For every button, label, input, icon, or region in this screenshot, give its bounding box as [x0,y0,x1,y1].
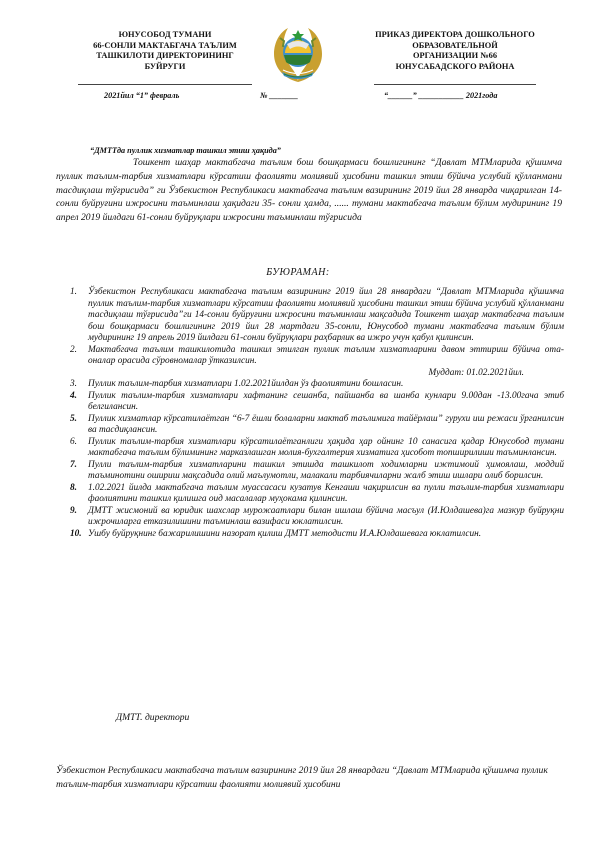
order-item-deadline: Муддат: 01.02.2021йил. [428,367,524,378]
order-item-number: 8. [70,482,77,493]
order-item [62,529,564,541]
header-right-block [356,30,554,85]
order-item [62,460,564,483]
header-right-underline [374,74,536,85]
order-item-text: Пуллик хизматлар кўрсатилаётган “6-7 ёшли болаларни мактаб таълимига тайёрлаш” гурухи иш режаси ўрганилсин ва тасдиқлансин. [88,413,564,435]
order-item-number: 9. [70,505,77,516]
order-item-number: 5. [70,413,77,424]
order-item-number: 7. [70,459,77,470]
order-date-left: 2021йил “1” февраль [104,91,180,100]
order-item-text: Ушбу буйруқнинг бажарилишини назорат қилиш ДМТТ методисти И.А.Юлдашевага юклатилсин. [88,528,482,539]
order-subject: “ДМТТда пуллик хизматлар ташкил этиш ҳақида” [90,146,281,155]
header-left-line3: ТАШКИЛОТИ ДИРЕКТОРИНИНГ [96,51,234,61]
order-date-right: “______” ___________ 2021года [384,91,498,100]
header-right-line3: ОРГАНИЗАЦИИ №66 [412,51,498,61]
header-left-block [60,30,270,85]
order-heading: БУЮРАМАН: [266,267,330,278]
order-item [62,287,564,345]
header-right-line1: ПРИКАЗ ДИРЕКТОРА ДОШКОЛЬНОГО [375,30,535,39]
preamble-paragraph [56,156,562,225]
order-item [62,483,564,506]
order-item-number: 4. [70,390,77,401]
order-item-text: Пулли таълим-тарбия хизматларини ташкил этишда ташкилот ходимларни ижтимоий ҳимоялаш, моддий таъминотини ошириш мақсадида олий маълумотли, малакали тарбиячиларни жалб этиш ишлари олиб борилсин. [88,459,564,481]
order-item-text: 1.02.2021 йилда мактабгача таълим муассасаси кузатув Кенгаши чақирилсин ва пулли таълим-тарбия хизматлари фаолиятини ташкил қилишга оид масалалар муҳокама қилинсин. [88,482,564,504]
header-left-line4: БУЙРУГИ [144,61,186,71]
orders-list [62,287,564,540]
order-item [62,379,564,391]
header-left-line1: ЮНУСОБОД ТУМАНИ [118,30,212,39]
order-item-number: 3. [70,379,77,389]
order-item-text: Ўзбекистон Республикаси мактабгача таълим вазирининг 2019 йил 28 январдаги “Давлат МТМларида қўшимча пуллик таълим-тарбия хизматлари кўрсатиш фаолияти молиявий ҳисобини ташкил этиш бўйича услубий қўлланмани тасдиқлаш тўғрисида”ги 14-сонли буйруғини ижросини таъминлаш мақсадида Тошкент шаҳар мактабгача таълим бош бошқармаси бошлигининг 2019 йил 28 мартдаги 35-сонли, Юнусобод тумани мактабгача таълим бўлим мудирининг 19 апрель 2019 йилдаги 61-сонли буйруқлари раҳбарлик ва ижро учун қабул қилинсин. [88,287,564,343]
order-item-number: 1. [70,287,77,297]
header-right-line4: ЮНУСАБАДСКОГО РАЙОНА [395,61,515,71]
order-item-text: Пуллик таълим-тарбия хизматлари хафтанинг сешанба, пайшанба ва шанба кунлари 9.00дан -13.00гача этиб белгилансин. [88,390,564,412]
order-item-number: 2. [70,344,77,355]
header-left-line2: 66-СОНЛИ МАКТАБГАЧА ТАЪЛИМ [93,40,237,50]
uzbekistan-emblem-icon [268,22,328,86]
order-item-number: 10. [70,528,82,539]
order-item-text: ДМТТ жисмоний ва юридик шахслар мурожаатлари билан ишлаш бўйича масъул (И.Юлдашева)га мазкур буйруқни ижрочиларга етказилишини таъминлаш вазифаси юклатилсин. [88,505,564,527]
order-item-text: Пуллик таълим-тарбия хизматлари кўрсатилаётганлиги ҳақида ҳар ойнинг 10 санасига қадар Юнусобод тумани мактабгача таълим бўлимининг марказлашган молия-бухгалтерия хизматига ҳисобот топширилиши таъминлансин. [88,436,564,458]
order-item-text: Пуллик таълим-тарбия хизматлари 1.02.2021йилдан ўз фаолиятини бошласин. [88,379,404,389]
preamble-text: Тошкент шаҳар мактабгача таълим бош бошқармаси бошлигининг “Давлат МТМларида қўшимча пуллик таълим-тарбия хизматлари кўрсатиш фаолияти молиявий ҳисобини ташкил этиш бўйича услубий қўлланмани тасдиқлаш тўғрисида” ги Ўзбекистон Республикаси мактабгача таълим вазирининг 2019 йил 28 январда чиқарилган 14-сонли буйруғини ижросини таъминлаш ҳақидаги 35- сонли ҳамда, ...... тумани мактабгача таълим бўлим мудирининг 19 апрел 2019 йилдаги 61-сонли буйруқлари ижросини таъминлаш тўғрисида [56,157,562,224]
order-item [62,506,564,529]
order-item [62,391,564,414]
order-item [62,437,564,460]
order-item [62,414,564,437]
order-item [62,345,564,380]
order-number: № _______ [260,91,299,100]
director-signature-label: ДМТТ. директори [116,712,190,723]
header-left-underline [78,74,252,85]
footer-paragraph: Ўзбекистон Республикаси мактабгача таълим вазирининг 2019 йил 28 январдаги “Давлат МТМларида қўшимча пуллик таълим-тарбия хизматлари кўрсатиш фаолияти молиявий ҳисобини [56,765,548,790]
header-right-line2: ОБРАЗОВАТЕЛЬНОЙ [412,40,498,50]
order-item-text: Мактабгача таълим ташкилотида ташкил этилган пуллик таълим хизматларини давом эттириш бўйича ота-оналар орасида сўровномалар ўтказилсин. [88,344,564,366]
order-item-number: 6. [70,436,77,447]
